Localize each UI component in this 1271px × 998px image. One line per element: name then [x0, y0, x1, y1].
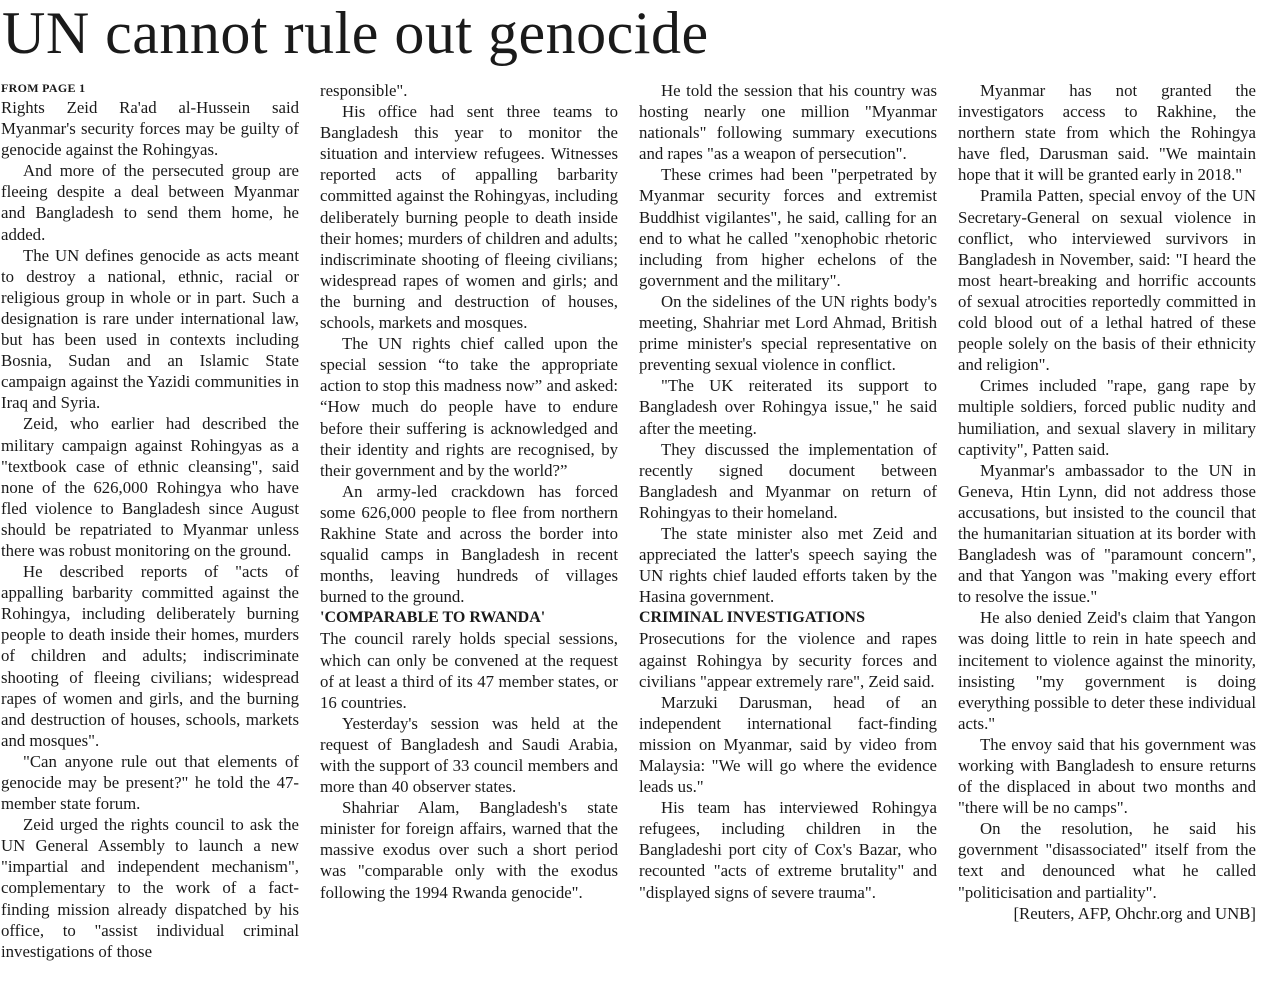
source-credit: [Reuters, AFP, Ohchr.org and UNB]: [1013, 903, 1256, 923]
paragraph: Zeid, who earlier had described the military campaign against Rohingyas as a "textbook case of ethnic cleansing", said none of the 626,000 Rohingya who have fled violence to Bangladesh since August should be repatriated to Myanmar unless there was robust monitoring on the ground.: [1, 414, 299, 560]
paragraph: And more of the persecuted group are fleeing despite a deal between Myanmar and Bangladesh to send them home, he added.: [1, 161, 299, 244]
paragraph: His team has interviewed Rohingya refugees, including children in the Bangladeshi port city of Cox's Bazar, who recounted "acts of extreme brutality" and "displayed signs of severe trauma".: [639, 798, 937, 902]
paragraph: Rights Zeid Ra'ad al-Hussein said Myanmar's security forces may be guilty of genocide against the Rohingyas.: [1, 98, 299, 160]
paragraph: The state minister also met Zeid and appreciated the latter's speech saying the UN rights chief lauded efforts taken by the Hasina government.: [639, 523, 937, 607]
paragraph: The council rarely holds special sessions, which can only be convened at the request of at least a third of its 47 member states, or 16 countries.: [320, 629, 618, 712]
paragraph: They discussed the implementation of recently signed document between Bangladesh and Myanmar on return of Rohingyas to their homeland.: [639, 439, 937, 522]
paragraph: These crimes had been "perpetrated by Myanmar security forces and extremist Buddhist vigilantes", he said, calling for an end to what he called "xenophobic rhetoric including from higher echelons of the government and the military".: [639, 165, 937, 290]
subheading-comparable-to-rwanda: 'COMPARABLE TO RWANDA': [320, 609, 546, 627]
paragraph: Crimes included "rape, gang rape by multiple soldiers, forced public nudity and humiliation, and sexual slavery in military captivity", Patten said.: [958, 376, 1256, 459]
paragraph: Zeid urged the rights council to ask the UN General Assembly to launch a new "impartial and independent mechanism", complementary to the work of a fact-finding mission already dispatched by his office, to "assist individual criminal investigations of those: [1, 815, 299, 961]
paragraph: An army-led crackdown has forced some 626,000 people to flee from northern Rakhine State and across the border into squalid camps in Bangladesh in recent months, leaving hundreds of villages burned to the ground.: [320, 481, 618, 607]
paragraph: "Can anyone rule out that elements of genocide may be present?" he told the 47-member state forum.: [1, 751, 299, 814]
article-column-1: [1, 80, 299, 996]
paragraph: Marzuki Darusman, head of an independent international fact-finding mission on Myanmar, said by video from Malaysia: "We will go where the evidence leads us.": [639, 692, 937, 797]
article-column-2: [320, 80, 618, 996]
paragraph: On the resolution, he said his government "disassociated" itself from the text and denounced what he called "politicisation and partiality".: [958, 819, 1256, 902]
article-column-4: [958, 80, 1256, 996]
paragraph: Myanmar has not granted the investigators access to Rakhine, the northern state from which the Rohingya have fled, Darusman said. "We maintain hope that it will be granted early in 2018.": [958, 81, 1256, 185]
paragraph: He told the session that his country was hosting nearly one million "Myanmar nationals" following summary executions and rapes "as a weapon of persecution".: [639, 81, 937, 164]
paragraph: On the sidelines of the UN rights body's meeting, Shahriar met Lord Ahmad, British prime minister's special representative on preventing sexual violence in conflict.: [639, 291, 937, 375]
paragraph: His office had sent three teams to Bangladesh this year to monitor the situation and interview refugees. Witnesses reported acts of appalling barbarity committed against the Rohingyas, including deliberately burning people to death inside their homes; murders of children and adults; indiscriminate shooting of fleeing civilians; widespread rapes of women and girls; and the burning and destruction of houses, schools, markets and mosques.: [320, 102, 618, 333]
continuation-kicker: FROM PAGE 1: [1, 81, 86, 95]
subheading-criminal-investigations: CRIMINAL INVESTIGATIONS: [639, 609, 865, 627]
paragraph: Shahriar Alam, Bangladesh's state minister for foreign affairs, warned that the massive exodus over such a short period was "comparable only with the exodus following the 1994 Rwanda genocide".: [320, 798, 618, 902]
paragraph: responsible".: [320, 81, 408, 100]
paragraph: Yesterday's session was held at the request of Bangladesh and Saudi Arabia, with the support of 33 council members and more than 40 observer states.: [320, 713, 618, 797]
paragraph: He also denied Zeid's claim that Yangon was doing little to rein in hate speech and incitement to violence against the minority, insisting "my government is doing everything possible to deter these individual acts.": [958, 608, 1256, 733]
paragraph: The envoy said that his government was working with Bangladesh to ensure returns of the displaced in about two months and "there will be no camps".: [958, 734, 1256, 818]
paragraph: "The UK reiterated its support to Bangladesh over Rohingya issue," he said after the meeting.: [639, 376, 937, 438]
paragraph: The UN rights chief called upon the special session “to take the appropriate action to stop this madness now” and asked: “How much do people have to endure before their suffering is acknowledged and their identity and rights are recognised, by their government and by the world?”: [320, 334, 618, 480]
headline: UN cannot rule out genocide: [2, 0, 709, 66]
article-column-3: [639, 80, 937, 996]
paragraph: Myanmar's ambassador to the UN in Geneva, Htin Lynn, did not address those accusations, but insisted to the council that the humanitarian situation at its border with Bangladesh was of "paramount concern", and that Yangon was "making every effort to resolve the issue.": [958, 460, 1256, 607]
paragraph: Pramila Patten, special envoy of the UN Secretary-General on sexual violence in conflict, who interviewed survivors in Bangladesh in November, said: "I heard the most heart-breaking and horrific accounts of sexual atrocities reportedly committed in cold blood out of a lethal hatred of these people solely on the basis of their ethnicity and religion".: [958, 186, 1256, 375]
paragraph: Prosecutions for the violence and rapes against Rohingya by security forces and civilians "appear extremely rare", Zeid said.: [639, 629, 937, 691]
paragraph: The UN defines genocide as acts meant to destroy a national, ethnic, racial or religious group in whole or in part. Such a designation is rare under international law, but has been used in contexts including Bosnia, Sudan and an Islamic State campaign against the Yazidi communities in Iraq and Syria.: [1, 245, 299, 413]
paragraph: He described reports of "acts of appalling barbarity committed against the Rohingya, including deliberately burning people to death inside their homes, murders of children and adults; indiscriminate shooting of fleeing civilians; widespread rapes of women and girls, and the burning and destruction of houses, schools, markets and mosques".: [1, 562, 299, 750]
